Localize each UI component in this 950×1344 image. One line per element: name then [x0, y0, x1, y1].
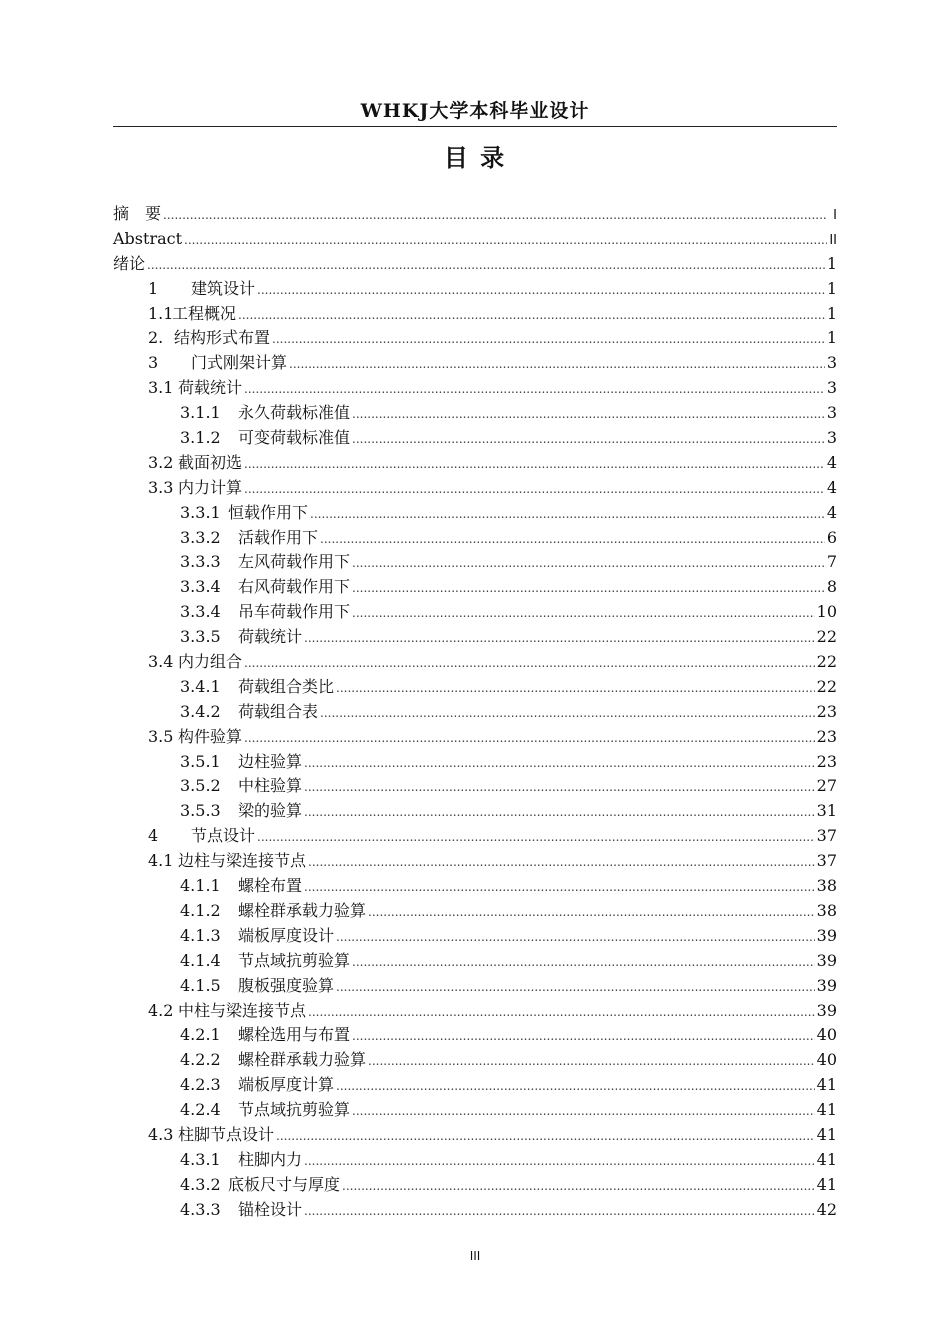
toc-entry-number: 3.4.2	[180, 701, 221, 721]
toc-entry[interactable]	[113, 849, 837, 874]
toc-entry-title: 梁的验算	[238, 801, 303, 821]
toc-dot-leader	[272, 326, 825, 352]
toc-dot-leader	[308, 849, 815, 875]
toc-entry-number: 3.5.1	[180, 751, 221, 771]
toc-entry-page: 8	[826, 577, 837, 597]
toc-entry-page: 6	[826, 527, 837, 547]
toc-entry-number: 4.1	[148, 851, 174, 871]
toc-entry-page: 3	[826, 353, 837, 373]
toc-entry[interactable]	[113, 999, 837, 1024]
toc-entry-title: 底板尺寸与厚度	[228, 1174, 341, 1194]
toc-dot-leader	[257, 824, 815, 850]
toc-dot-leader	[304, 799, 815, 825]
toc-entry-number: 3.3.5	[180, 627, 221, 647]
toc-entry[interactable]	[113, 550, 837, 575]
toc-entry-page: 37	[816, 851, 837, 871]
toc-entry[interactable]	[113, 750, 837, 775]
toc-entry[interactable]	[113, 476, 837, 501]
toc-entry-title: 右风荷载作用下	[238, 577, 351, 597]
toc-dot-leader	[147, 252, 825, 278]
toc-entry-page: 39	[816, 1000, 837, 1020]
toc-entry-page: 41	[816, 1075, 837, 1095]
toc-entry-number: 4.2.4	[180, 1100, 221, 1120]
toc-entry-number: 3.1	[148, 378, 174, 398]
toc-entry-number: 4.1.3	[180, 925, 221, 945]
toc-entry-page: 1	[826, 303, 837, 323]
toc-entry[interactable]	[113, 351, 837, 376]
toc-entry-title: 节点域抗剪验算	[238, 950, 351, 970]
toc-entry-page: 39	[816, 925, 837, 945]
toc-entry-page: 1	[826, 253, 837, 273]
toc-entry-title: 门式刚架计算	[191, 353, 288, 373]
toc-entry-title: 构件验算	[178, 726, 243, 746]
toc-entry-page: 4	[826, 477, 837, 497]
toc-dot-leader	[320, 526, 825, 552]
toc-title: 目 录	[443, 144, 507, 172]
toc-entry[interactable]	[113, 302, 837, 327]
toc-entry-page: II	[829, 232, 837, 248]
toc-entry-page: 7	[826, 552, 837, 572]
toc-dot-leader	[184, 227, 827, 253]
toc-entry-title: 节点域抗剪验算	[238, 1100, 351, 1120]
toc-entry[interactable]	[113, 451, 837, 476]
toc-entry[interactable]	[113, 650, 837, 675]
toc-entry-number: 3.3.4	[180, 577, 221, 597]
toc-dot-leader	[238, 302, 825, 328]
toc-entry-title: 边柱与梁连接节点	[178, 851, 307, 871]
header-divider	[113, 126, 837, 127]
toc-entry-number: 3.5.3	[180, 801, 221, 821]
toc-entry-title: 截面初选	[178, 452, 243, 472]
toc-dot-leader	[310, 501, 825, 527]
toc-entry-number: 3.3.3	[180, 552, 221, 572]
toc-dot-leader	[244, 476, 825, 502]
toc-entry-number: 4.3.1	[180, 1149, 221, 1169]
toc-entry-number: 3.3.2	[180, 527, 221, 547]
toc-entry-title: 荷载统计	[178, 378, 243, 398]
toc-entry-title: 恒载作用下	[228, 502, 309, 522]
toc-entry-number: 3.1.1	[180, 403, 221, 423]
toc-dot-leader	[308, 999, 815, 1025]
toc-entry[interactable]	[113, 1048, 837, 1073]
toc-entry-number: 1	[148, 278, 159, 298]
toc-entry-title: 工程概况	[172, 303, 237, 323]
toc-entry-number: 3.2	[148, 452, 174, 472]
toc-entry-title: 柱脚内力	[238, 1149, 303, 1169]
toc-dot-leader	[352, 1098, 815, 1124]
toc-entry[interactable]	[113, 227, 837, 252]
toc-dot-leader	[368, 1048, 815, 1074]
toc-dot-leader	[352, 1023, 815, 1049]
toc-dot-leader	[352, 600, 815, 626]
toc-entry-title: 荷载组合表	[238, 701, 319, 721]
toc-entry-title: 锚栓设计	[238, 1199, 303, 1219]
toc-dot-leader	[304, 874, 815, 900]
toc-entry[interactable]	[113, 700, 837, 725]
toc-entry-number: 2.	[148, 328, 164, 348]
toc-entry-title: 摘 要	[113, 204, 162, 223]
toc-entry-title: 绪论	[113, 253, 146, 273]
toc-entry-page: 4	[826, 502, 837, 522]
toc-entry-title: 端板厚度计算	[238, 1075, 335, 1095]
toc-dot-leader	[289, 351, 825, 377]
toc-entry-title: 建筑设计	[191, 278, 256, 298]
toc-entry-title: 可变荷载标准值	[238, 428, 351, 448]
toc-entry[interactable]	[113, 600, 837, 625]
toc-entry-title: 柱脚节点设计	[178, 1124, 275, 1144]
toc-entry-page: 37	[816, 826, 837, 846]
toc-entry-number: 3.3	[148, 477, 174, 497]
toc-entry-page: 41	[816, 1124, 837, 1144]
toc-entry[interactable]	[113, 1023, 837, 1048]
toc-entry-number: 3	[148, 353, 159, 373]
toc-entry-page: 10	[816, 602, 837, 622]
toc-entry[interactable]	[113, 874, 837, 899]
toc-entry[interactable]	[113, 575, 837, 600]
toc-entry-number: 4.1.5	[180, 975, 221, 995]
toc-dot-leader	[244, 376, 825, 402]
toc-entry-title: 螺栓群承载力验算	[238, 900, 367, 920]
toc-entry-number: 3.3.1	[180, 502, 221, 522]
toc-entry-page: 42	[816, 1199, 837, 1219]
toc-entry-page: 23	[816, 701, 837, 721]
toc-entry-number: 3.5	[148, 726, 174, 746]
toc-entry-number: 3.3.4	[180, 602, 221, 622]
toc-entry[interactable]	[113, 426, 837, 451]
toc-dot-leader	[352, 401, 825, 427]
toc-entry-number: 4.2.3	[180, 1075, 221, 1095]
toc-entry-page: 31	[816, 801, 837, 821]
toc-entry-title: 螺栓布置	[238, 876, 303, 896]
toc-entry-page: 39	[816, 975, 837, 995]
toc-dot-leader	[276, 1123, 815, 1149]
toc-entry-page: 22	[816, 652, 837, 672]
toc-entry-title: 端板厚度设计	[238, 925, 335, 945]
toc-dot-leader	[244, 725, 815, 751]
toc-entry-title: 腹板强度验算	[238, 975, 335, 995]
toc-entry-page: 1	[826, 278, 837, 298]
toc-entry-page: 3	[826, 403, 837, 423]
toc-entry[interactable]	[113, 1098, 837, 1123]
toc-dot-leader	[304, 774, 815, 800]
toc-entry[interactable]	[113, 1148, 837, 1173]
toc-entry[interactable]	[113, 501, 837, 526]
toc-dot-leader	[257, 277, 825, 303]
toc-dot-leader	[342, 1173, 815, 1199]
toc-entry-page: 3	[826, 428, 837, 448]
toc-entry[interactable]	[113, 725, 837, 750]
toc-entry-title: 结构形式布置	[174, 328, 271, 348]
toc-dot-leader	[304, 1198, 815, 1224]
toc-entry-title: 吊车荷载作用下	[238, 602, 351, 622]
toc-dot-leader	[352, 949, 815, 975]
toc-entry[interactable]	[113, 401, 837, 426]
toc-entry-page: 39	[816, 950, 837, 970]
page-number: III	[469, 1249, 481, 1263]
toc-entry-page: 23	[816, 726, 837, 746]
toc-entry[interactable]	[113, 1123, 837, 1148]
toc-entry[interactable]	[113, 949, 837, 974]
toc-entry-number: 4.1.2	[180, 900, 221, 920]
table-of-contents	[113, 202, 837, 1223]
toc-entry-page: 41	[816, 1100, 837, 1120]
toc-entry-number: 4	[148, 826, 159, 846]
toc-dot-leader	[304, 625, 815, 651]
toc-entry-title: 螺栓选用与布置	[238, 1025, 351, 1045]
toc-dot-leader	[163, 202, 827, 228]
toc-entry-page: 40	[816, 1050, 837, 1070]
toc-entry-title: 活载作用下	[238, 527, 319, 547]
toc-entry-page: 27	[816, 776, 837, 796]
toc-entry-number: 4.3.2	[180, 1174, 221, 1194]
toc-dot-leader	[336, 675, 815, 701]
toc-dot-leader	[304, 750, 815, 776]
toc-entry[interactable]	[113, 675, 837, 700]
toc-entry-title: 永久荷载标准值	[238, 403, 351, 423]
toc-entry-page: 22	[816, 676, 837, 696]
toc-entry-title: 左风荷载作用下	[238, 552, 351, 572]
toc-dot-leader	[336, 974, 815, 1000]
toc-entry[interactable]	[113, 799, 837, 824]
toc-entry[interactable]	[113, 625, 837, 650]
toc-dot-leader	[352, 426, 825, 452]
toc-entry-number: 3.4	[148, 652, 174, 672]
toc-entry-title: Abstract	[113, 228, 183, 248]
toc-dot-leader	[336, 1073, 815, 1099]
toc-dot-leader	[304, 1148, 815, 1174]
toc-dot-leader	[336, 924, 815, 950]
toc-entry-number: 4.2	[148, 1000, 174, 1020]
toc-entry-title: 中柱与梁连接节点	[178, 1000, 307, 1020]
toc-entry[interactable]	[113, 924, 837, 949]
toc-entry[interactable]	[113, 326, 837, 351]
page-header: WHKJ大学本科毕业设计	[360, 100, 590, 122]
toc-entry[interactable]	[113, 774, 837, 799]
toc-entry[interactable]	[113, 1173, 837, 1198]
toc-entry-number: 4.1.1	[180, 876, 221, 896]
toc-entry-page: 1	[826, 328, 837, 348]
toc-dot-leader	[368, 899, 815, 925]
toc-entry-number: 4.2.1	[180, 1025, 221, 1045]
toc-entry-page: 38	[816, 876, 837, 896]
toc-entry-title: 荷载统计	[238, 627, 303, 647]
toc-entry-page: 41	[816, 1149, 837, 1169]
toc-entry-page: 38	[816, 900, 837, 920]
toc-entry-page: 40	[816, 1025, 837, 1045]
toc-entry-number: 3.1.2	[180, 428, 221, 448]
toc-entry[interactable]	[113, 376, 837, 401]
toc-entry-page: 22	[816, 627, 837, 647]
toc-dot-leader	[320, 700, 815, 726]
toc-entry-title: 中柱验算	[238, 776, 303, 796]
toc-entry-page: 41	[816, 1174, 837, 1194]
toc-entry-title: 螺栓群承载力验算	[238, 1050, 367, 1070]
toc-entry-page: 3	[826, 378, 837, 398]
toc-entry[interactable]	[113, 974, 837, 999]
toc-entry-number: 4.3.3	[180, 1199, 221, 1219]
toc-entry[interactable]	[113, 277, 837, 302]
toc-entry[interactable]	[113, 824, 837, 849]
toc-entry-title: 内力计算	[178, 477, 243, 497]
toc-entry-title: 内力组合	[178, 652, 243, 672]
toc-entry-number: 3.5.2	[180, 776, 221, 796]
toc-dot-leader	[244, 650, 815, 676]
toc-entry-title: 边柱验算	[238, 751, 303, 771]
toc-dot-leader	[352, 575, 825, 601]
toc-entry-number: 1.1	[148, 303, 174, 323]
toc-entry-page: I	[833, 208, 837, 223]
toc-entry-title: 节点设计	[191, 826, 256, 846]
toc-entry[interactable]	[113, 252, 837, 277]
toc-entry[interactable]	[113, 526, 837, 551]
toc-entry[interactable]	[113, 1073, 837, 1098]
toc-entry-page: 23	[816, 751, 837, 771]
toc-dot-leader	[352, 550, 825, 576]
toc-entry-title: 荷载组合类比	[238, 676, 335, 696]
toc-entry-page: 4	[826, 452, 837, 472]
toc-entry-number: 4.2.2	[180, 1050, 221, 1070]
toc-entry-number: 4.3	[148, 1124, 174, 1144]
toc-entry[interactable]	[113, 202, 837, 227]
toc-entry-number: 3.4.1	[180, 676, 221, 696]
toc-entry[interactable]	[113, 1198, 837, 1223]
toc-dot-leader	[244, 451, 825, 477]
toc-entry[interactable]	[113, 899, 837, 924]
toc-entry-number: 4.1.4	[180, 950, 221, 970]
